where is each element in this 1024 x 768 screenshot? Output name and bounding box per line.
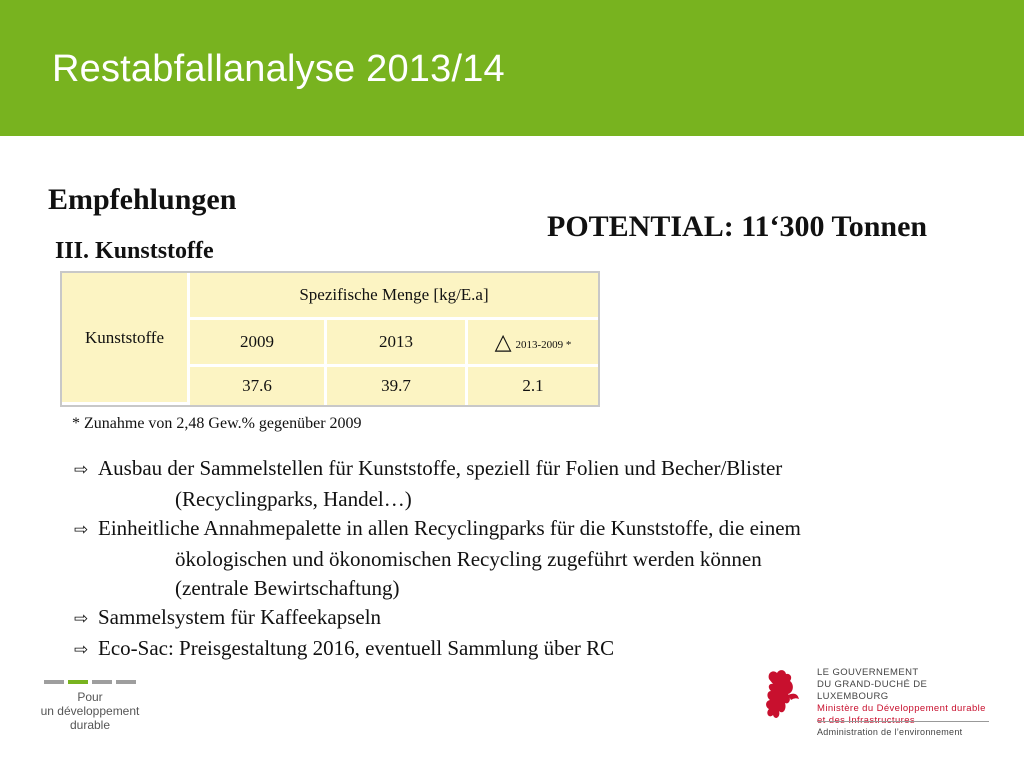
logo-text-line: Pour (77, 690, 103, 704)
footnote: * Zunahme von 2,48 Gew.% gegenüber 2009 (72, 415, 362, 432)
subheading: III. Kunststoffe (55, 238, 214, 264)
government-text: LE GOUVERNEMENT DU GRAND-DUCHÉ DE LUXEMBOURG Ministère du Développement durable (817, 667, 986, 714)
list-item-continuation: (Recyclingparks, Handel…) (175, 487, 412, 511)
column-header-2009: 2009 (190, 320, 327, 367)
data-table (60, 271, 600, 407)
list-item-text: Einheitliche Annahmepalette in allen Recyclingparks für die Kunststoffe, die einem (98, 516, 801, 540)
list-item-text: Sammelsystem für Kaffeekapseln (98, 605, 382, 629)
arrow-right-icon: ⇨ (74, 460, 89, 480)
logo-text-line: un développement (40, 704, 140, 718)
list-item (74, 454, 974, 485)
arrow-right-icon: ⇨ (74, 609, 89, 629)
red-lion-crest-icon (757, 665, 807, 725)
list-item (74, 514, 974, 545)
potential-callout: POTENTIAL: 11‘300 Tonnen (547, 210, 928, 243)
column-header-2013: 2013 (327, 320, 468, 367)
divider (817, 721, 989, 722)
arrow-right-icon: ⇨ (74, 520, 89, 540)
slide-title: Restabfallanalyse 2013/14 (52, 48, 505, 90)
administration-label: Administration de l’environnement (817, 727, 963, 737)
delta-icon: △ (494, 329, 512, 354)
value-cell-2009: 37.6 (190, 367, 327, 405)
section-title: Empfehlungen (48, 183, 237, 216)
logo-bars (40, 680, 140, 684)
title-bar (0, 0, 1024, 136)
list-item (74, 634, 974, 665)
delta-subscript: 2013-2009 * (515, 339, 572, 351)
group-header-cell: Spezifische Menge [kg/E.a] (190, 273, 598, 320)
value-cell-delta: 2.1 (468, 367, 598, 405)
government-logo (757, 665, 997, 745)
column-header-delta (468, 320, 598, 367)
recommendation-list (74, 454, 974, 665)
value-cell-2013: 39.7 (327, 367, 468, 405)
arrow-right-icon: ⇨ (74, 640, 89, 660)
logo-text-line: durable (69, 718, 111, 732)
list-item-text: Eco-Sac: Preisgestaltung 2016, eventuell Sammlung über RC (98, 636, 615, 660)
sustainable-development-logo (40, 680, 140, 732)
list-item-continuation: ökologischen und ökonomischen Recycling zugeführt werden können (175, 547, 762, 571)
list-item-text: Ausbau der Sammelstellen für Kunststoffe, speziell für Folien und Becher/Blister (98, 456, 783, 480)
list-item-continuation: (zentrale Bewirtschaftung) (175, 576, 400, 600)
list-item (74, 603, 974, 634)
row-label-cell: Kunststoffe (62, 273, 190, 405)
